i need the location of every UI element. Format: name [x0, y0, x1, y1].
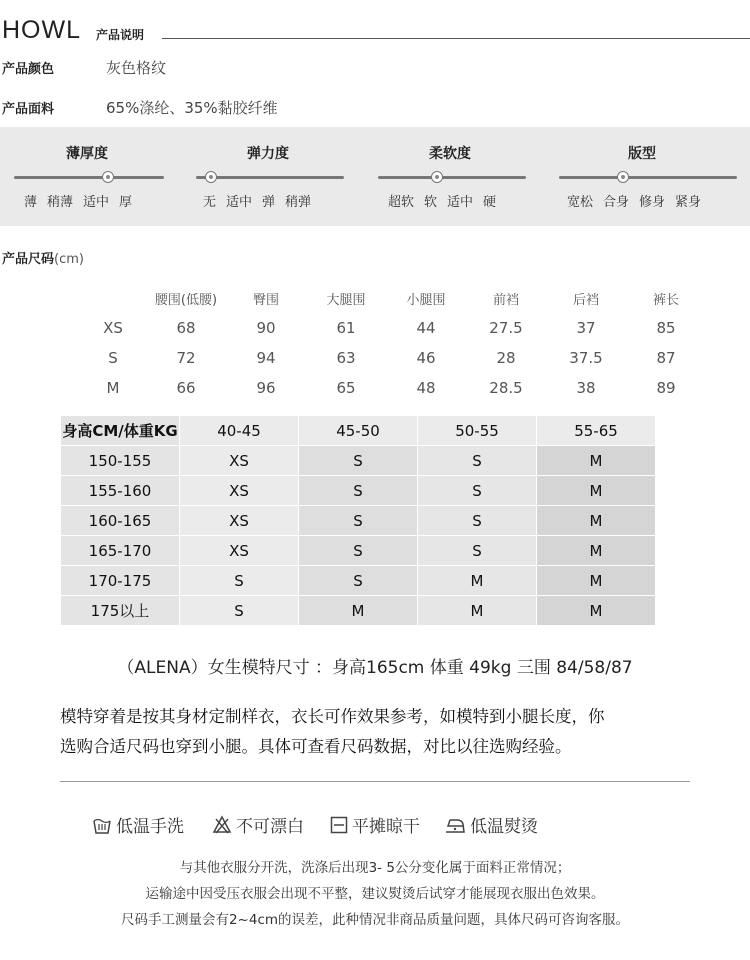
table-cell: M	[537, 596, 656, 626]
table-header-row	[80, 283, 706, 313]
option: 硬	[483, 195, 497, 210]
model-measurements: （ALENA）女生模特尺寸 ：身高165cm 体重 49kg 三围 84/58/87	[117, 658, 633, 678]
note-line: 尺码手工测量会有2~4cm的误差，此种情况非商品质量问题，具体尺码可咨询客服。	[120, 912, 630, 928]
option: 适中	[447, 195, 474, 210]
table-cell: M	[537, 446, 656, 476]
table-cell: 46	[416, 349, 436, 367]
color-value: 灰色格纹	[106, 59, 167, 77]
model-note-line: 选购合适尺码也穿到小腿。具体可查看尺码数据，对比以往选购经验。	[60, 737, 572, 756]
table-cell: 44	[416, 319, 436, 337]
table-cell: 96	[256, 379, 276, 397]
option: 适中	[83, 195, 110, 210]
model-note-line: 模特穿着是按其身材定制样衣，衣长可作效果参考，如模特到小腿长度，你	[60, 707, 605, 726]
table-cell: 87	[656, 349, 676, 367]
softness-track	[378, 176, 526, 179]
option: 稍弹	[285, 195, 312, 210]
column-header: 大腿围	[326, 292, 366, 308]
elasticity-options	[203, 191, 321, 210]
table-cell: 72	[176, 349, 196, 367]
table-row	[80, 373, 706, 403]
table-cell: XS	[180, 506, 299, 536]
weight-header: 50-55	[418, 416, 537, 446]
table-cell: 68	[176, 319, 196, 337]
table-cell: 63	[336, 349, 356, 367]
care-no-bleach	[212, 812, 304, 837]
table-cell: 89	[656, 379, 676, 397]
table-cell: S	[418, 536, 537, 566]
height-cell: 160-165	[61, 506, 180, 536]
table-header-row	[61, 416, 656, 446]
care-hand-wash	[92, 812, 184, 837]
fabric-label: 产品面料	[2, 102, 55, 117]
softness-title: 柔软度	[429, 146, 471, 162]
weight-header: 45-50	[299, 416, 418, 446]
table-row	[61, 476, 656, 506]
height-cell: 155-160	[61, 476, 180, 506]
flat-dry-icon	[330, 816, 348, 834]
size-table-label: 产品尺码(cm)	[2, 252, 84, 267]
corner-header: 身高CM/体重KG	[61, 416, 180, 446]
option: 弹	[262, 195, 276, 210]
table-cell: M	[418, 596, 537, 626]
table-cell: M	[299, 596, 418, 626]
size-cell: S	[108, 349, 118, 367]
table-cell: 66	[176, 379, 196, 397]
measurement-table	[80, 283, 706, 403]
option: 厚	[119, 195, 133, 210]
weight-header: 55-65	[537, 416, 656, 446]
care-label: 低温手洗	[116, 817, 184, 837]
no-bleach-icon	[212, 815, 232, 835]
table-cell: XS	[180, 476, 299, 506]
low-iron-icon	[444, 816, 466, 834]
fit-title: 版型	[628, 146, 656, 162]
table-cell: 94	[256, 349, 276, 367]
table-cell: 48	[416, 379, 436, 397]
option: 合身	[603, 195, 630, 210]
column-header: 前裆	[492, 292, 519, 308]
thickness-knob	[102, 171, 114, 183]
height-cell: 165-170	[61, 536, 180, 566]
care-flat-dry	[330, 812, 420, 837]
header-divider	[162, 38, 750, 39]
table-cell: XS	[180, 446, 299, 476]
table-cell: 38	[576, 379, 596, 397]
table-row	[61, 566, 656, 596]
table-row	[61, 596, 656, 626]
option: 软	[424, 195, 438, 210]
column-header: 小腿围	[406, 292, 446, 308]
height-cell: 170-175	[61, 566, 180, 596]
option: 紧身	[675, 195, 702, 210]
table-cell: S	[299, 506, 418, 536]
table-cell: XS	[180, 536, 299, 566]
option: 宽松	[567, 195, 594, 210]
table-cell: S	[180, 596, 299, 626]
table-cell: M	[537, 476, 656, 506]
table-row	[61, 506, 656, 536]
softness-options	[388, 191, 506, 210]
size-cell: M	[106, 379, 120, 397]
table-cell: M	[418, 566, 537, 596]
table-cell: S	[418, 446, 537, 476]
size-cell: XS	[103, 319, 123, 337]
model-note	[60, 702, 700, 762]
option: 修身	[639, 195, 666, 210]
table-cell: S	[418, 476, 537, 506]
table-cell: 65	[336, 379, 356, 397]
weight-header: 40-45	[180, 416, 299, 446]
table-cell: 28.5	[489, 379, 523, 397]
table-cell: S	[299, 476, 418, 506]
care-label: 低温熨烫	[470, 817, 538, 837]
fit-knob	[617, 171, 629, 183]
section-title: 产品说明	[96, 28, 145, 42]
brand-logo: HOWL	[2, 16, 81, 44]
table-cell: M	[537, 536, 656, 566]
column-header: 裤长	[652, 292, 679, 308]
table-cell: S	[299, 446, 418, 476]
fit-table	[60, 415, 656, 626]
thickness-options	[24, 191, 142, 210]
height-cell: 150-155	[61, 446, 180, 476]
table-cell: 27.5	[489, 319, 523, 337]
option: 超软	[388, 195, 415, 210]
option: 无	[203, 195, 217, 210]
table-cell: 37	[576, 319, 596, 337]
option: 适中	[226, 195, 253, 210]
softness-knob	[431, 171, 443, 183]
table-cell: M	[537, 506, 656, 536]
fit-options	[567, 191, 711, 210]
height-cell: 175以上	[61, 596, 180, 626]
elasticity-title: 弹力度	[247, 146, 289, 162]
table-cell: S	[418, 506, 537, 536]
table-cell: S	[299, 536, 418, 566]
thickness-track	[14, 176, 164, 179]
column-header: 臀围	[252, 292, 279, 308]
option: 薄	[24, 195, 38, 210]
table-row	[61, 536, 656, 566]
table-cell: 61	[336, 319, 356, 337]
note-line: 与其他衣服分开洗，洗涤后出现3- 5公分变化属于面料正常情况；	[179, 860, 571, 876]
hand-wash-icon	[92, 815, 112, 835]
fabric-value: 65%涤纶、35%黏胶纤维	[106, 99, 278, 117]
table-cell: 37.5	[569, 349, 603, 367]
thickness-title: 薄厚度	[66, 146, 108, 162]
divider	[60, 781, 690, 782]
care-label: 不可漂白	[236, 817, 304, 837]
table-row	[80, 343, 706, 373]
color-label: 产品颜色	[2, 62, 55, 77]
table-row	[80, 313, 706, 343]
table-cell: 85	[656, 319, 676, 337]
table-cell: S	[180, 566, 299, 596]
note-line: 运输途中因受压衣服会出现不平整，建议熨烫后试穿才能展现衣服出色效果。	[145, 886, 605, 902]
elasticity-knob	[205, 171, 217, 183]
table-cell: 90	[256, 319, 276, 337]
care-low-iron	[444, 812, 538, 837]
table-cell: 28	[496, 349, 516, 367]
elasticity-track	[196, 176, 344, 179]
table-cell: S	[299, 566, 418, 596]
fit-track	[559, 176, 737, 179]
column-header: 腰围(低腰)	[154, 292, 218, 308]
table-row	[61, 446, 656, 476]
table-cell: M	[537, 566, 656, 596]
care-label: 平摊晾干	[352, 817, 420, 837]
column-header: 后裆	[572, 292, 599, 308]
attribute-scales	[0, 127, 750, 226]
option: 稍薄	[47, 195, 74, 210]
